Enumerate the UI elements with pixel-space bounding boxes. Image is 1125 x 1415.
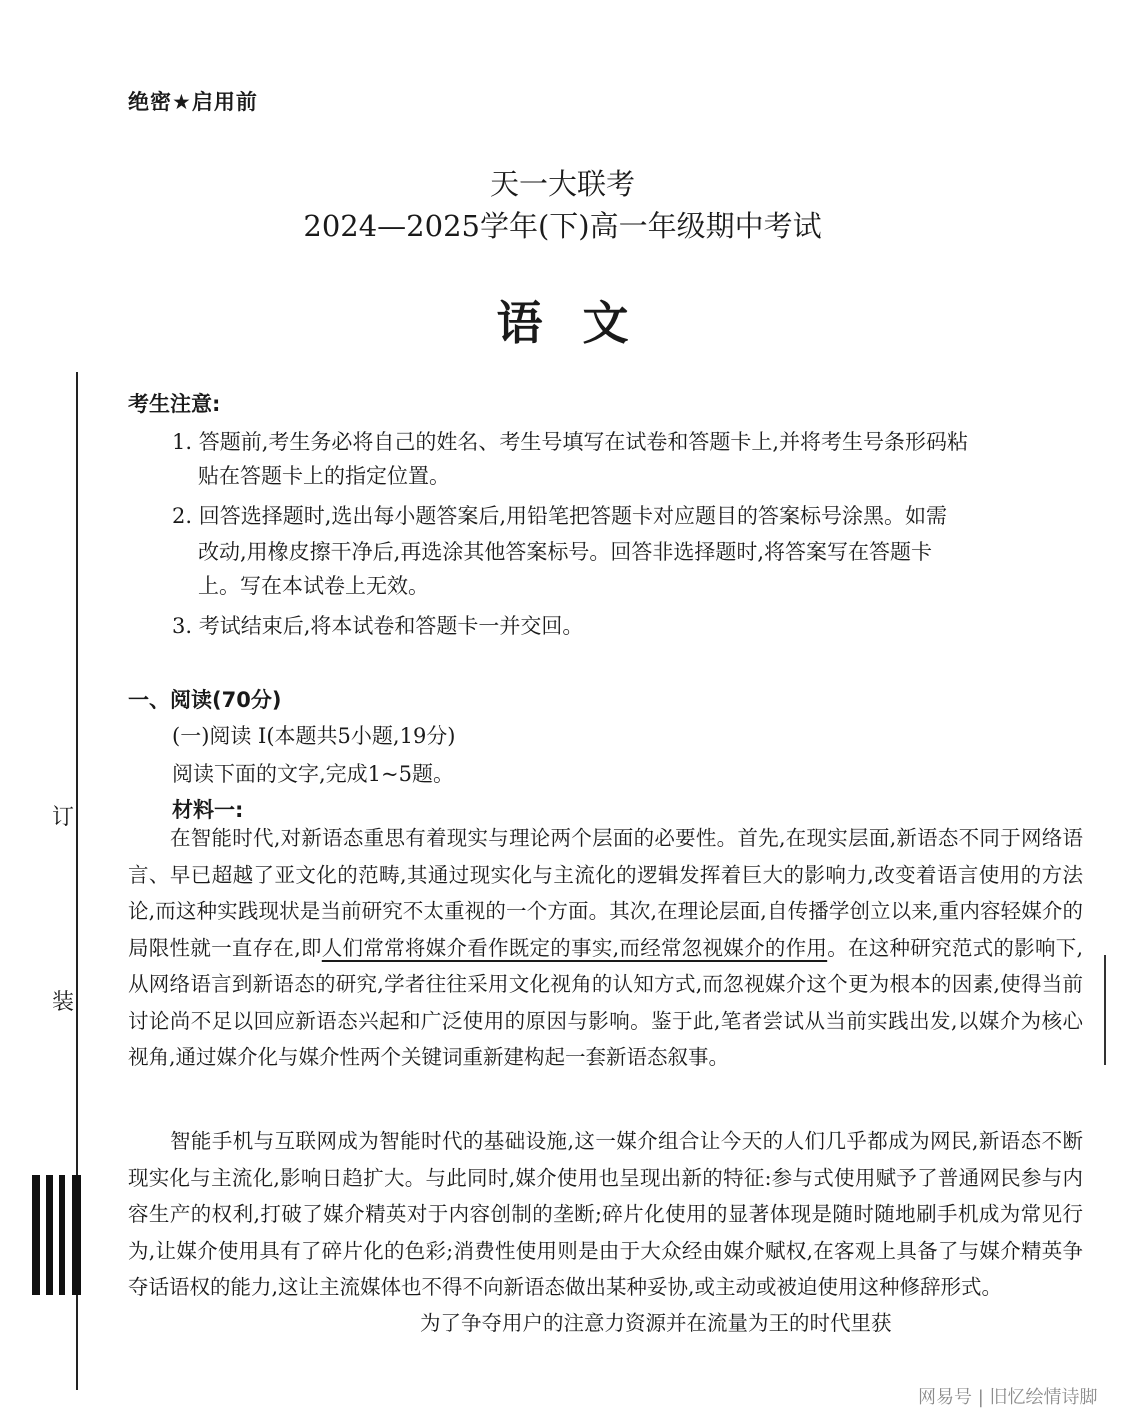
- passage-paragraph-1: [128, 820, 1083, 1076]
- passage-paragraph-3: 为了争夺用户的注意力资源并在流量为王的时代里获: [420, 1311, 892, 1335]
- underlined-sentence: 人们常常将媒介看作既定的事实,而经常忽视媒介的作用: [321, 935, 828, 960]
- notice-item-3: 3. 考试结束后,将本试卷和答题卡一并交回。: [172, 614, 584, 638]
- confidential-label: 绝密★启用前: [128, 90, 258, 114]
- edge-rule: [1104, 955, 1106, 1065]
- passage-text: 。在这种研究范式的影响下,从网络语言到新语态的研究,学者往往采用文化视角的认知方式,而忽视媒介这个更为根本的因素,使得当前讨论尚不足以回应新语态兴起和广泛使用的原因与影响。鉴于此,笔者尝试从当前实践出发,以媒介为核心视角,通过媒介化与媒介性两个关键词重新建构起一套新语态叙事。: [128, 935, 1084, 1069]
- barcode-marks: [32, 1175, 82, 1295]
- notice-item-1-cont: 贴在答题卡上的指定位置。: [198, 464, 450, 488]
- instruction-text: 阅读下面的文字,完成1~5题。: [172, 762, 454, 786]
- subsection-heading: (一)阅读 I(本题共5小题,19分): [172, 724, 456, 748]
- notice-item-2-cont2: 上。写在本试卷上无效。: [198, 574, 429, 598]
- binding-mark-ding: 订: [52, 805, 75, 830]
- subject-title: 语文: [496, 296, 669, 350]
- watermark-text: 网易号 | 旧忆绘情诗脚: [918, 1387, 1098, 1408]
- exam-name: 天一大联考: [489, 167, 635, 201]
- notice-item-2: 2. 回答选择题时,选出每小题答案后,用铅笔把答题卡对应题目的答案标号涂黑。如需: [172, 504, 948, 528]
- passage-text: 在智能时代,对新语态重思有着现实与理论两个层面的必要性。首先,在现实层面,新语态不同于网络语言、早已超越了亚文化的范畴,其通过现实化与主流化的逻辑发挥着巨大的影响力,改变着语言使用的方法论,而这种实践现状是当前研究不太重视的一个方面。其次,在理论层面,自传播学创立以来,重内容轻媒介的局限性就一直存在,即: [128, 826, 1083, 960]
- section-heading: 一、阅读(70分): [128, 688, 282, 712]
- passage-paragraph-2: 智能手机与互联网成为智能时代的基础设施,这一媒介组合让今天的人们几乎都成为网民,新语态不断现实化与主流化,影响日趋扩大。与此同时,媒介使用也呈现出新的特征:参与式使用赋予了普通网民参与内容生产的权利,打破了媒介精英对于内容创制的垄断;碎片化使用的显著体现是随时随地刷手机成为常见行为,让媒介使用具有了碎片化的色彩;消费性使用则是由于大众经由媒介赋权,在客观上具备了与媒介精英争夺话语权的能力,这让主流媒体也不得不向新语态做出某种妥协,或主动或被迫使用这种修辞形式。: [128, 1129, 1083, 1299]
- notice-heading: 考生注意:: [128, 392, 221, 416]
- notice-item-2-cont: 改动,用橡皮擦干净后,再选涂其他答案标号。回答非选择题时,将答案写在答题卡: [198, 540, 933, 564]
- exam-title: 2024—2025学年(下)高一年级期中考试: [303, 209, 822, 243]
- notice-item-1: 1. 答题前,考生务必将自己的姓名、考生号填写在试卷和答题卡上,并将考生号条形码粘: [172, 430, 969, 454]
- material-label: 材料一:: [172, 798, 244, 822]
- binding-mark-zhuang: 装: [52, 990, 75, 1015]
